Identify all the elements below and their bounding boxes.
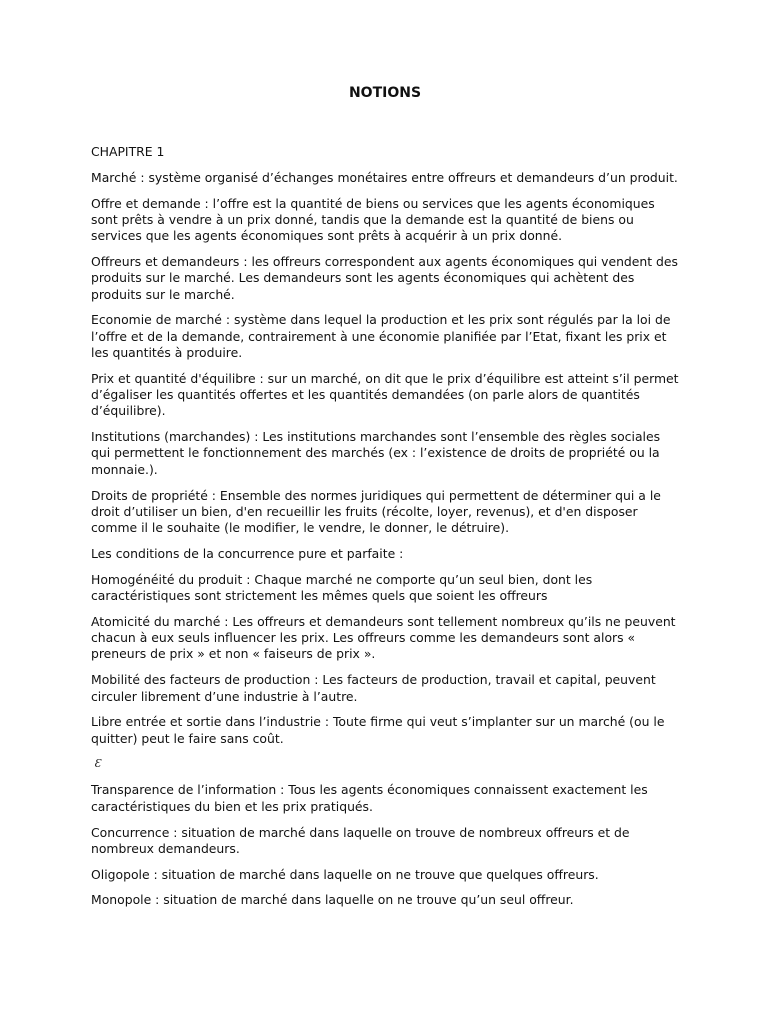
stray-glyph: Ɛ xyxy=(94,757,101,771)
paragraph-conditions-concurrence: Les conditions de la concurrence pure et parfaite : xyxy=(91,545,404,561)
document-page xyxy=(91,83,679,918)
paragraph-marche: Marché : système organisé d’échanges monétaires entre offreurs et demandeurs d’un produit. xyxy=(91,169,678,185)
chapter-heading: CHAPITRE 1 xyxy=(91,144,165,159)
paragraph-concurrence: Concurrence : situation de marché dans laquelle on trouve de nombreux offreurs et de nombreux demandeurs. xyxy=(91,824,630,856)
paragraph-droits-propriete: Droits de propriété : Ensemble des normes juridiques qui permettent de déterminer qui a le droit d’utiliser un bien, d'en recueillir les fruits (récolte, loyer, revenus), et d'en disposer comme il le souhaite (le modifier, le vendre, le donner, le détruire). xyxy=(91,487,661,536)
paragraph-offre-demande: Offre et demande : l’offre est la quantité de biens ou services que les agents économiques sont prêts à vendre à un prix donné, tandis que la demande est la quantité de biens ou services que les agents économiques sont prêts à acquérir à un prix donné. xyxy=(91,195,655,244)
paragraph-libre-entree: Libre entrée et sortie dans l’industrie : Toute firme qui veut s’implanter sur un marché (ou le quitter) peut le faire sans coût. xyxy=(91,714,665,746)
paragraph-atomicite: Atomicité du marché : Les offreurs et demandeurs sont tellement nombreux qu’ils ne peuvent chacun à eux seuls influencer les prix. Les offreurs comme les demandeurs sont alors « preneurs de prix » et non « faiseurs de prix ». xyxy=(91,613,676,662)
paragraph-institutions: Institutions (marchandes) : Les institutions marchandes sont l’ensemble des règles sociales qui permettent le fonctionnement des marchés (ex : l’existence de droits de propriété ou la monnaie.). xyxy=(91,429,661,477)
page-title: NOTIONS xyxy=(348,85,422,101)
paragraph-economie-marche: Economie de marché : système dans lequel la production et les prix sont régulés par la loi de l’offre et de la demande, contrairement à une économie planifiée par l’Etat, fixant les prix et les quantités à produire. xyxy=(91,312,671,360)
paragraph-monopole: Monopole : situation de marché dans laquelle on ne trouve qu’un seul offreur. xyxy=(91,892,574,908)
paragraph-offreurs-demandeurs: Offreurs et demandeurs : les offreurs correspondent aux agents économiques qui vendent des produits sur le marché. Les demandeurs sont les agents économiques qui achètent des produits sur le marché. xyxy=(91,253,679,302)
paragraph-oligopole: Oligopole : situation de marché dans laquelle on ne trouve que quelques offreurs. xyxy=(91,866,599,882)
paragraph-transparence: Transparence de l’information : Tous les agents économiques connaissent exactement les caractéristiques du bien et les prix pratiqués. xyxy=(91,782,648,814)
paragraph-homogeneite: Homogénéité du produit : Chaque marché ne comporte qu’un seul bien, dont les caractéristiques sont strictement les mêmes quels que soient les offreurs xyxy=(91,571,593,604)
paragraph-mobilite: Mobilité des facteurs de production : Les facteurs de production, travail et capital, peuvent circuler librement d’une industrie à l’autre. xyxy=(91,672,656,704)
paragraph-prix-equilibre: Prix et quantité d'équilibre : sur un marché, on dit que le prix d’équilibre est atteint s’il permet d’égaliser les quantités offertes et les quantités demandées (on parle alors de quantités d’équilibre). xyxy=(91,370,679,419)
